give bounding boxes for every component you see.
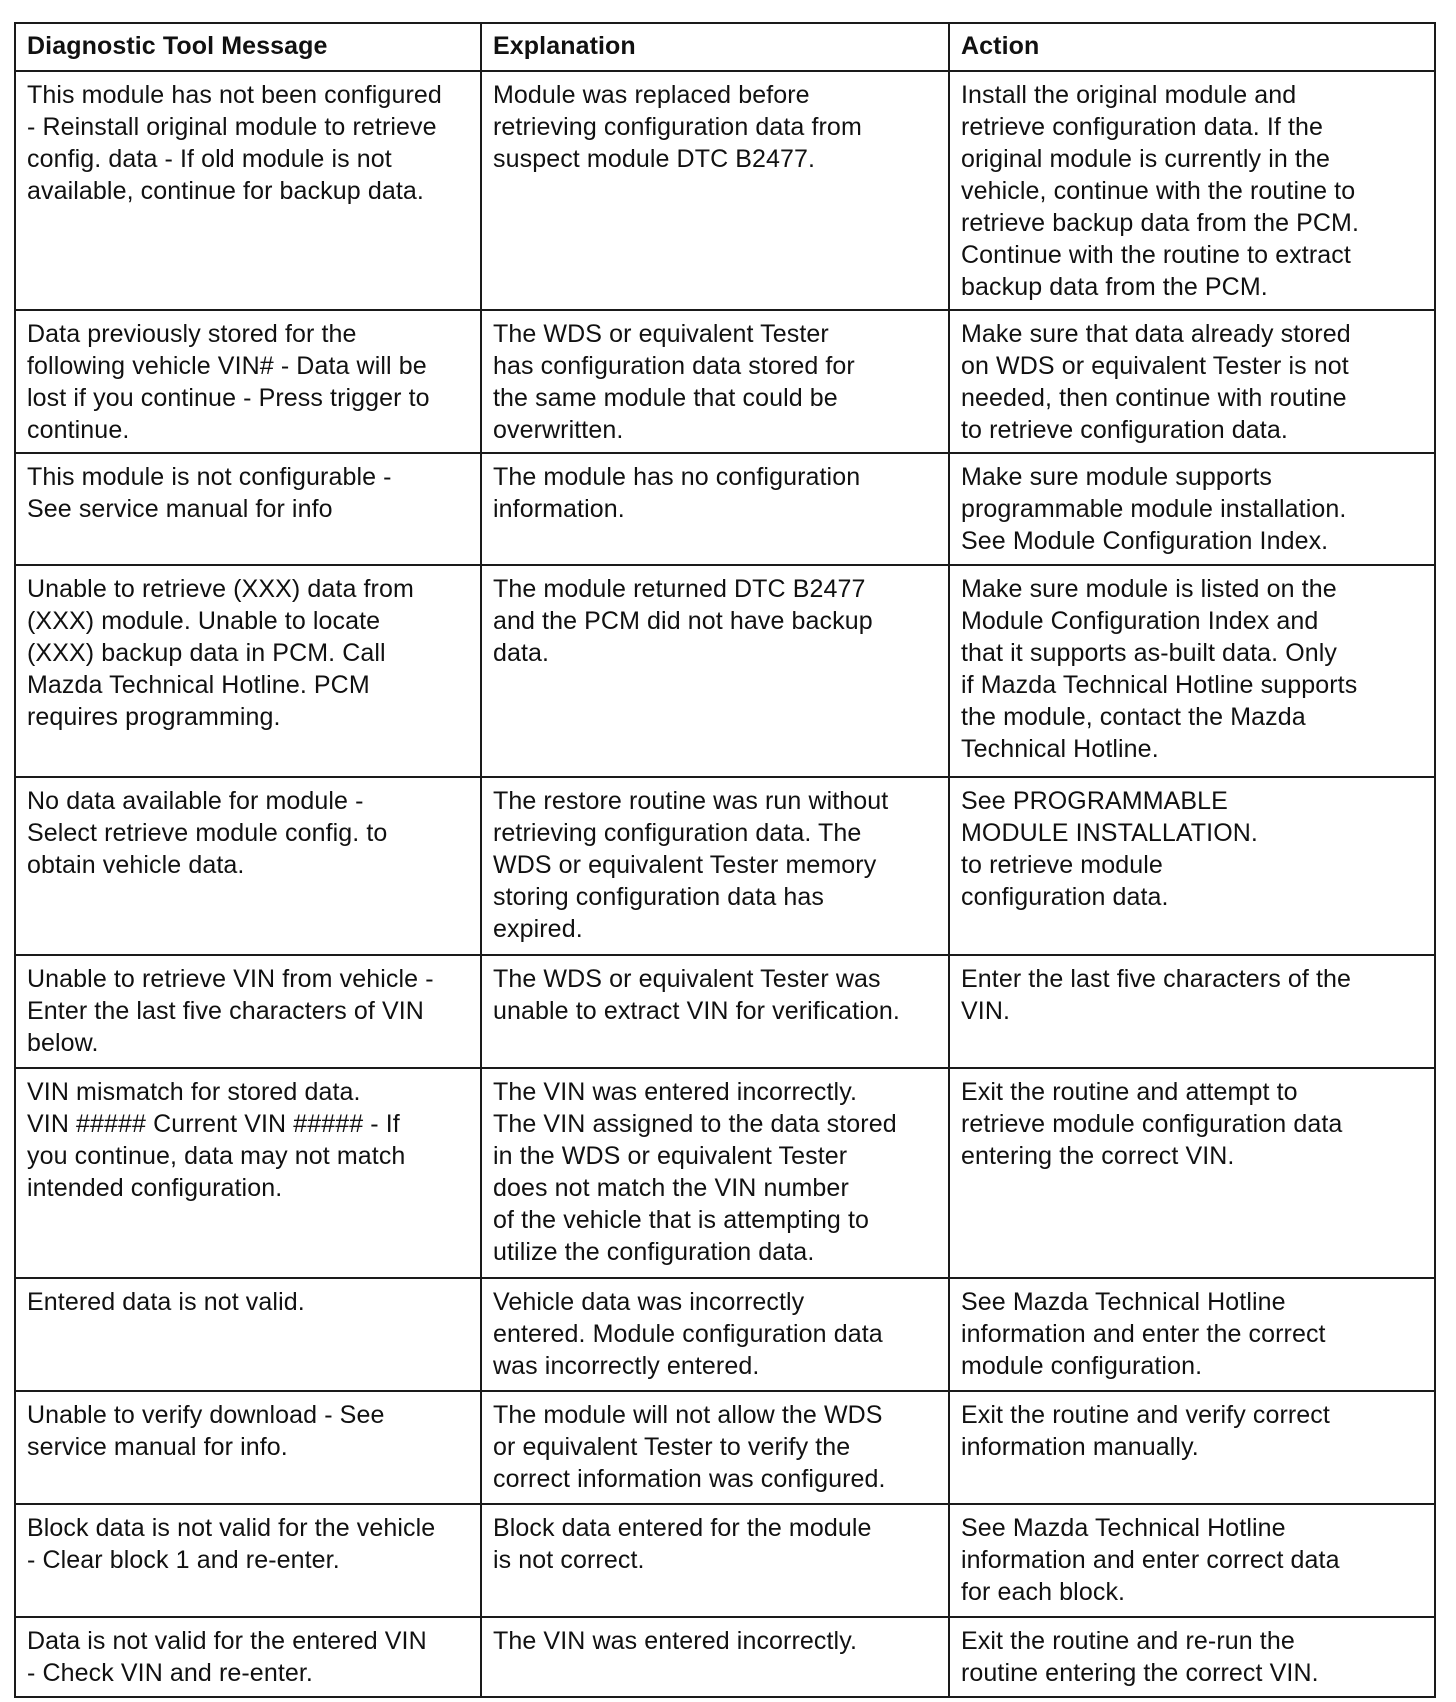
action-text: See PROGRAMMABLE MODULE INSTALLATION. to retrieve module configuration data. [961, 787, 1258, 911]
action-text: Exit the routine and verify correct information manually. [961, 1401, 1330, 1461]
explanation-text: Module was replaced before retrieving configuration data from suspect module DTC B2477. [493, 81, 862, 173]
action-cell [949, 1278, 1435, 1391]
message-cell [15, 777, 481, 955]
header-explanation: Explanation [481, 23, 949, 71]
action-text: Make sure that data already stored on WDS or equivalent Tester is not needed, then continue with routine to retrieve configuration data. [961, 320, 1351, 444]
explanation-text: The module will not allow the WDS or equivalent Tester to verify the correct information was configured. [493, 1401, 886, 1493]
table-row [15, 453, 1435, 565]
message-cell [15, 71, 481, 310]
message-text: This module is not configurable - See service manual for info [27, 463, 392, 523]
explanation-text: The module returned DTC B2477 and the PCM did not have backup data. [493, 575, 873, 667]
explanation-cell [481, 1068, 949, 1278]
action-cell [949, 310, 1435, 453]
explanation-text: Vehicle data was incorrectly entered. Module configuration data was incorrectly entered. [493, 1288, 883, 1380]
message-text: Data previously stored for the following vehicle VIN# - Data will be lost if you continue - Press trigger to continue. [27, 320, 430, 444]
explanation-text: The module has no configuration information. [493, 463, 861, 523]
explanation-text: Block data entered for the module is not correct. [493, 1514, 872, 1574]
explanation-cell [481, 955, 949, 1068]
message-text: This module has not been configured - Reinstall original module to retrieve config. data - If old module is not available, continue for backup data. [27, 81, 442, 205]
message-cell [15, 310, 481, 453]
action-cell [949, 777, 1435, 955]
message-text: Entered data is not valid. [27, 1288, 305, 1316]
message-cell [15, 565, 481, 777]
explanation-cell [481, 453, 949, 565]
explanation-text: The WDS or equivalent Tester has configuration data stored for the same module that could be overwritten. [493, 320, 855, 444]
message-text: Data is not valid for the entered VIN - Check VIN and re-enter. [27, 1627, 427, 1687]
explanation-cell [481, 71, 949, 310]
explanation-cell [481, 1617, 949, 1697]
action-text: Make sure module is listed on the Module Configuration Index and that it supports as-built data. Only if Mazda Technical Hotline supports the module, contact the Mazda Technical Hotline. [961, 575, 1358, 763]
explanation-cell [481, 310, 949, 453]
message-cell [15, 1617, 481, 1697]
action-text: See Mazda Technical Hotline information and enter correct data for each block. [961, 1514, 1340, 1606]
header-action: Action [949, 23, 1435, 71]
message-text: Block data is not valid for the vehicle - Clear block 1 and re-enter. [27, 1514, 436, 1574]
explanation-text: The VIN was entered incorrectly. [493, 1627, 857, 1655]
message-cell [15, 1504, 481, 1617]
message-text: VIN mismatch for stored data. VIN ##### Current VIN ##### - If you continue, data may not match intended configuration. [27, 1078, 406, 1202]
table-body [15, 71, 1435, 1697]
message-text: Unable to retrieve (XXX) data from (XXX) module. Unable to locate (XXX) backup data in PCM. Call Mazda Technical Hotline. PCM requires programming. [27, 575, 414, 731]
table-row [15, 565, 1435, 777]
table-row [15, 777, 1435, 955]
table-header [15, 23, 1435, 71]
diagnostic-message-table [14, 22, 1436, 1698]
table-row [15, 71, 1435, 310]
explanation-text: The restore routine was run without retrieving configuration data. The WDS or equivalent Tester memory storing configuration data has expired. [493, 787, 889, 943]
message-cell [15, 955, 481, 1068]
message-cell [15, 453, 481, 565]
action-text: Exit the routine and re-run the routine entering the correct VIN. [961, 1627, 1319, 1687]
table-row [15, 1278, 1435, 1391]
explanation-cell [481, 565, 949, 777]
explanation-text: The VIN was entered incorrectly. The VIN assigned to the data stored in the WDS or equivalent Tester does not match the VIN number of the vehicle that is attempting to utilize the configuration data. [493, 1078, 897, 1266]
message-cell [15, 1391, 481, 1504]
explanation-cell [481, 1391, 949, 1504]
message-cell [15, 1068, 481, 1278]
action-text: Enter the last five characters of the VIN. [961, 965, 1352, 1025]
header-diagnostic-tool-message: Diagnostic Tool Message [15, 23, 481, 71]
action-text: See Mazda Technical Hotline information and enter the correct module configuration. [961, 1288, 1326, 1380]
table-row [15, 1504, 1435, 1617]
action-cell [949, 565, 1435, 777]
table-row [15, 955, 1435, 1068]
action-text: Exit the routine and attempt to retrieve module configuration data entering the correct VIN. [961, 1078, 1343, 1170]
explanation-cell [481, 1504, 949, 1617]
message-cell [15, 1278, 481, 1391]
explanation-cell [481, 1278, 949, 1391]
action-cell [949, 453, 1435, 565]
message-text: Unable to retrieve VIN from vehicle - Enter the last five characters of VIN below. [27, 965, 434, 1057]
action-cell [949, 71, 1435, 310]
table-row [15, 1391, 1435, 1504]
table-row [15, 1068, 1435, 1278]
action-cell [949, 955, 1435, 1068]
action-text: Make sure module supports programmable module installation. See Module Configuration Index. [961, 463, 1347, 555]
action-text: Install the original module and retrieve configuration data. If the original module is currently in the vehicle, continue with the routine to retrieve backup data from the PCM. Continue with the routine to extract backup data from the PCM. [961, 81, 1360, 301]
message-text: No data available for module - Select retrieve module config. to obtain vehicle data. [27, 787, 388, 879]
explanation-text: The WDS or equivalent Tester was unable to extract VIN for verification. [493, 965, 900, 1025]
message-text: Unable to verify download - See service manual for info. [27, 1401, 385, 1461]
explanation-cell [481, 777, 949, 955]
action-cell [949, 1617, 1435, 1697]
table-row [15, 310, 1435, 453]
action-cell [949, 1504, 1435, 1617]
action-cell [949, 1068, 1435, 1278]
table-row [15, 1617, 1435, 1697]
header-row [15, 23, 1435, 71]
action-cell [949, 1391, 1435, 1504]
